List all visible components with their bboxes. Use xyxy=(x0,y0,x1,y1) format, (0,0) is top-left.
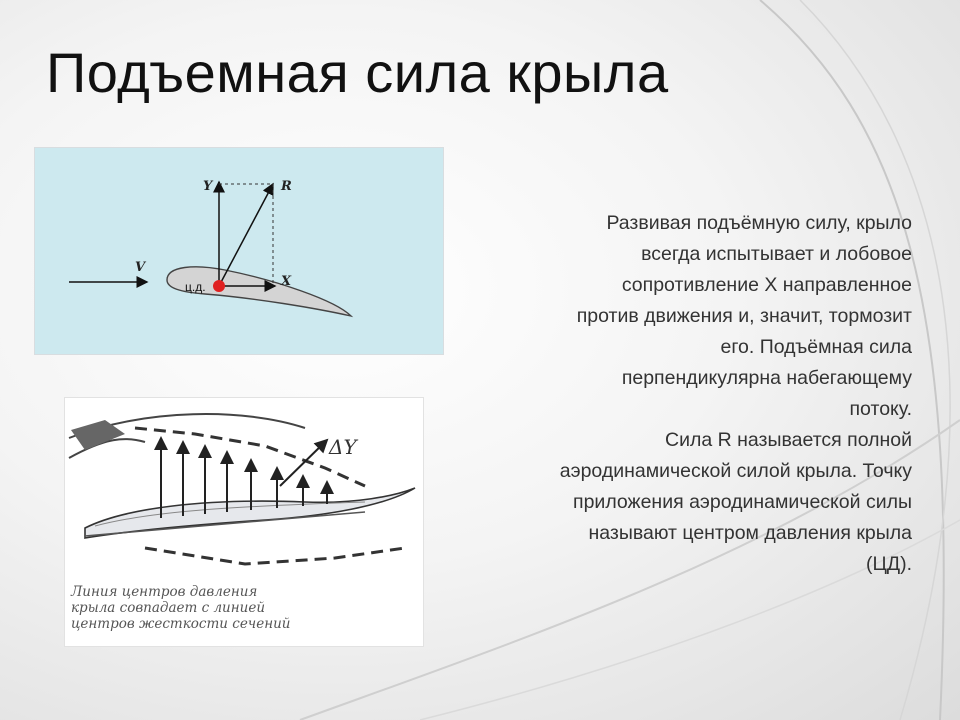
slide-title: Подъемная сила крыла xyxy=(46,41,669,104)
text-line: его. Подъёмная сила xyxy=(720,336,912,358)
text-line: называют центром давления крыла xyxy=(588,522,912,544)
wing-pressure-diagram xyxy=(64,397,424,647)
wing-caption xyxy=(71,584,371,632)
label-delta-y: ΔY xyxy=(329,435,357,459)
caption-line: Линия центров давления xyxy=(71,584,258,600)
text-line: перпендикулярна набегающему xyxy=(621,367,912,389)
text-line: всегда испытывает и лобовое xyxy=(641,243,912,265)
caption-line: крыла совпадает с линией xyxy=(71,600,266,616)
text-line: аэродинамической силой крыла. Точку xyxy=(559,460,912,482)
label-cd: ц.д. xyxy=(185,280,206,294)
text-line: Развивая подъёмную силу, крыло xyxy=(606,212,912,234)
resultant-arrow xyxy=(219,184,273,286)
text-line: против движения и, значит, тормозит xyxy=(576,305,912,327)
airfoil-force-diagram xyxy=(34,147,444,355)
explanation-text xyxy=(442,208,912,580)
text-line: (ЦД). xyxy=(865,553,912,575)
text-line: сопротивление X направленное xyxy=(621,274,912,296)
label-r: R xyxy=(281,179,292,194)
label-y: Y xyxy=(203,179,213,194)
text-line: потоку. xyxy=(849,398,912,420)
pressure-center-dot xyxy=(213,280,225,292)
text-line: приложения аэродинамической силы xyxy=(573,491,912,513)
label-v: V xyxy=(135,260,146,275)
caption-line: центров жесткости сечений xyxy=(71,616,291,632)
text-line: Сила R называется полной xyxy=(665,429,912,451)
label-x: X xyxy=(281,274,292,289)
